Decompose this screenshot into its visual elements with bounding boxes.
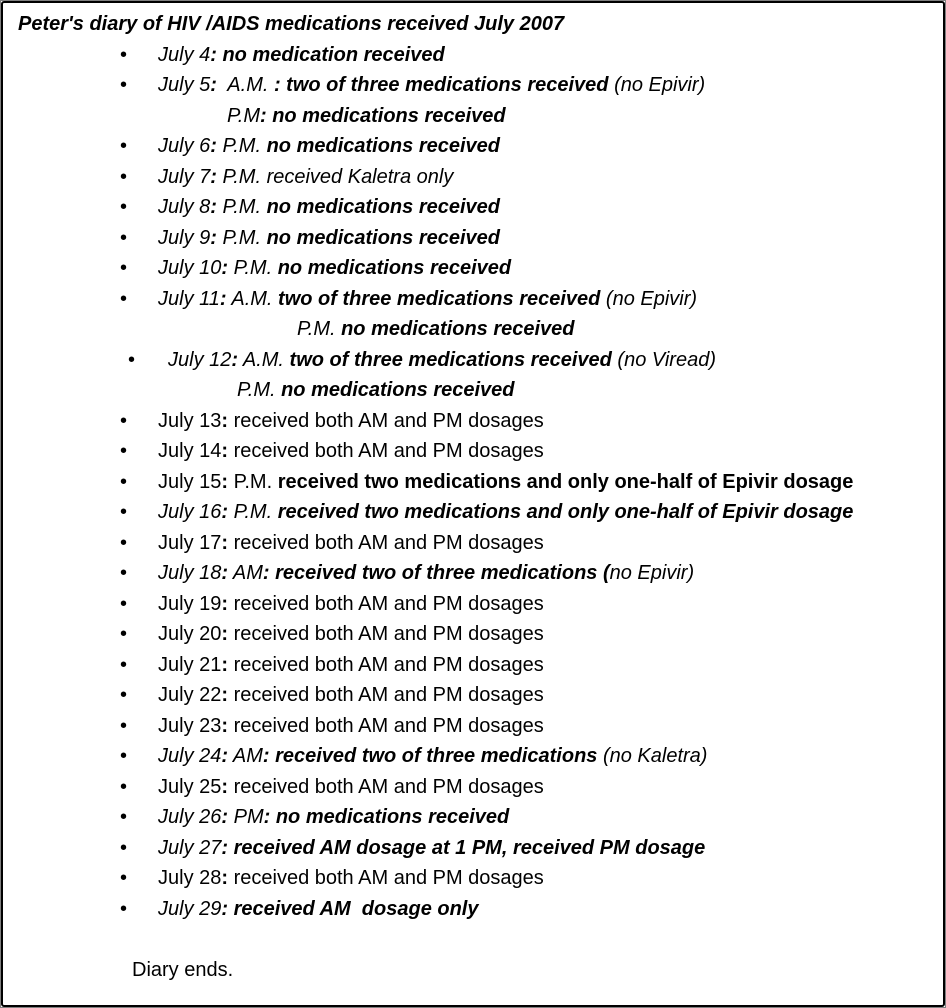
text-segment: July 12	[168, 348, 232, 371]
text-segment: received both AM and PM dosages	[228, 714, 544, 737]
diary-entry-line	[3, 436, 943, 467]
text-segment: (no Kaletra)	[602, 745, 708, 767]
text-segment: :	[221, 745, 229, 767]
text-segment: received two medications and only one-half of Epivir dosage	[277, 501, 854, 523]
diary-continuation-line	[3, 101, 943, 132]
text-segment: P.M.	[216, 196, 267, 218]
diary-entry-line	[3, 802, 943, 833]
text-segment: P.M	[227, 104, 260, 127]
text-segment: :	[221, 653, 229, 676]
text-segment: :	[219, 287, 227, 310]
text-segment: received both AM and PM dosages	[228, 531, 544, 554]
text-segment: July 5	[158, 74, 211, 96]
text-segment: received both AM and PM dosages	[228, 623, 544, 645]
text-segment: :	[221, 623, 229, 645]
text-segment: :	[221, 806, 229, 828]
text-segment: A.M.	[226, 287, 279, 310]
diary-entry-line	[3, 70, 943, 101]
text-segment: P.M.	[228, 257, 278, 279]
text-segment: received two medications and only one-half of Epivir dosage	[277, 470, 854, 493]
text-segment: July 16	[158, 501, 222, 523]
bullet-icon: •	[120, 440, 128, 462]
text-segment: no medications received	[266, 135, 500, 157]
diary-entry-line	[3, 406, 943, 437]
bullet-icon: •	[120, 135, 128, 157]
text-segment: :	[221, 867, 229, 889]
text-segment: July 28	[158, 867, 222, 889]
text-segment: July 29	[158, 897, 222, 920]
text-segment: :	[221, 684, 229, 706]
text-segment: : received two of three medications (	[262, 562, 610, 584]
text-segment: AM	[228, 562, 263, 584]
text-segment: AM	[228, 745, 263, 767]
text-segment: P.M.	[228, 501, 278, 523]
text-segment: July 11	[158, 287, 220, 310]
text-segment: :	[221, 592, 229, 615]
bullet-icon: •	[120, 775, 128, 798]
diary-entry-line	[3, 467, 943, 498]
diary-entry-line	[3, 589, 943, 620]
text-segment: received both AM and PM dosages	[228, 409, 544, 432]
bullet-icon: •	[120, 897, 128, 920]
diary-end-note: Diary ends.	[132, 958, 234, 981]
bullet-icon: •	[120, 684, 128, 706]
text-segment: no medications received	[266, 196, 500, 218]
text-segment: P.M.	[297, 318, 342, 340]
text-segment: received both AM and PM dosages	[228, 867, 544, 889]
diary-entry-line	[3, 131, 943, 162]
text-segment: P.M.	[237, 379, 282, 401]
text-segment: :	[221, 562, 229, 584]
text-segment: :	[221, 257, 229, 279]
text-segment: :	[221, 714, 229, 737]
text-segment: :	[221, 775, 229, 798]
text-segment: July 14	[158, 440, 222, 462]
text-segment: no medications received	[266, 226, 500, 249]
text-segment: P.M.	[228, 470, 278, 493]
diary-entry-line	[3, 162, 943, 193]
bullet-icon: •	[120, 43, 128, 66]
text-segment: two of three medications received	[289, 348, 618, 371]
text-segment: P.M.	[216, 135, 267, 157]
text-segment: July 23	[158, 714, 222, 737]
diary-list	[3, 40, 943, 925]
text-segment: : received AM dosage at 1 PM, received PM dosage	[221, 836, 706, 859]
bullet-icon: •	[120, 470, 128, 493]
text-segment: P.M.	[216, 226, 267, 249]
text-segment: July 10	[158, 257, 222, 279]
blank-line	[3, 924, 943, 955]
bullet-icon: •	[120, 867, 128, 889]
bullet-icon: •	[120, 226, 128, 249]
text-segment: July 22	[158, 684, 222, 706]
text-segment: July 21	[158, 653, 222, 676]
diary-entry-line	[3, 863, 943, 894]
diary-entry-line	[3, 772, 943, 803]
bullet-icon: •	[120, 196, 128, 218]
text-segment: (no Epivir)	[605, 287, 698, 310]
diary-entry-line	[3, 528, 943, 559]
text-segment: no medications received	[277, 257, 512, 279]
text-segment: July 6	[158, 135, 211, 157]
bullet-icon: •	[120, 653, 128, 676]
text-segment: received both AM and PM dosages	[228, 592, 544, 615]
text-segment: July 18	[158, 562, 222, 584]
bullet-icon: •	[120, 74, 128, 96]
text-segment: received both AM and PM dosages	[228, 775, 544, 798]
text-segment: :	[231, 348, 239, 371]
text-segment: :	[221, 470, 229, 493]
text-segment: no medications received	[341, 318, 575, 340]
diary-entry-line	[3, 192, 943, 223]
diary-entry-line	[3, 741, 943, 772]
text-segment: : two of three medications received	[273, 74, 615, 96]
text-segment: July 8	[158, 196, 211, 218]
diary-continuation-line	[3, 375, 943, 406]
text-segment: : no medication received	[210, 43, 445, 66]
text-segment: : received AM dosage only	[221, 897, 479, 920]
bullet-icon: •	[120, 165, 128, 188]
bullet-icon: •	[120, 745, 128, 767]
text-segment: received both AM and PM dosages	[228, 440, 544, 462]
diary-entry-line	[3, 497, 943, 528]
diary-entry-line	[3, 284, 943, 315]
diary-entry-line	[3, 833, 943, 864]
text-segment: :	[221, 440, 229, 462]
text-segment: A.M.	[216, 74, 274, 96]
text-segment: (no Viread)	[617, 348, 716, 371]
text-segment: (no Epivir)	[614, 74, 706, 96]
bullet-icon: •	[120, 501, 128, 523]
bullet-icon: •	[128, 348, 136, 371]
text-segment: :	[221, 531, 229, 554]
text-segment: July 25	[158, 775, 222, 798]
text-segment: July 26	[158, 806, 222, 828]
diary-entry-line	[3, 253, 943, 284]
diary-entry-line	[3, 894, 943, 925]
text-segment: July 20	[158, 623, 222, 645]
text-segment: July 9	[158, 226, 211, 249]
text-segment: : no medications received	[263, 806, 510, 828]
text-segment: received both AM and PM dosages	[228, 684, 544, 706]
text-segment: :	[210, 165, 217, 188]
diary-entry-line	[3, 650, 943, 681]
bullet-icon: •	[120, 836, 128, 859]
diary-entry-line	[3, 680, 943, 711]
text-segment: July 7	[158, 165, 211, 188]
text-segment: no Epivir)	[609, 562, 695, 584]
diary-continuation-line	[3, 314, 943, 345]
diary-entry-line	[3, 619, 943, 650]
bullet-icon: •	[120, 287, 128, 310]
diary-entry-line	[3, 223, 943, 254]
bullet-icon: •	[120, 806, 128, 828]
bullet-icon: •	[120, 409, 128, 432]
diary-entry-line	[3, 40, 943, 71]
text-segment: :	[221, 409, 229, 432]
text-segment: July 17	[158, 531, 222, 554]
text-segment: : received two of three medications	[262, 745, 603, 767]
text-segment: :	[210, 226, 217, 249]
text-segment: July 24	[158, 745, 222, 767]
bullet-icon: •	[120, 592, 128, 615]
diary-entry-line	[3, 558, 943, 589]
text-segment: July 4	[158, 43, 211, 66]
text-segment: :	[210, 135, 217, 157]
diary-entry-line	[3, 345, 943, 376]
text-segment: A.M.	[238, 348, 290, 371]
text-segment: P.M. received Kaletra only	[216, 165, 454, 188]
page-title: Peter's diary of HIV /AIDS medications received July 2007	[18, 13, 565, 35]
bullet-icon: •	[120, 623, 128, 645]
text-segment: two of three medications received	[278, 287, 606, 310]
text-segment: July 13	[158, 409, 222, 432]
text-segment: PM	[228, 806, 264, 828]
text-segment: : no medications received	[259, 104, 506, 127]
bullet-icon: •	[120, 257, 128, 279]
text-segment: no medications received	[281, 379, 515, 401]
text-segment: :	[221, 501, 229, 523]
text-segment: July 15	[158, 470, 222, 493]
bullet-icon: •	[120, 562, 128, 584]
text-segment: :	[210, 196, 217, 218]
text-segment: received both AM and PM dosages	[228, 653, 544, 676]
text-segment: :	[210, 74, 217, 96]
bullet-icon: •	[120, 531, 128, 554]
diary-entry-line	[3, 711, 943, 742]
text-segment: July 27	[158, 836, 222, 859]
text-segment: July 19	[158, 592, 222, 615]
diary-document	[1, 1, 945, 1007]
bullet-icon: •	[120, 714, 128, 737]
